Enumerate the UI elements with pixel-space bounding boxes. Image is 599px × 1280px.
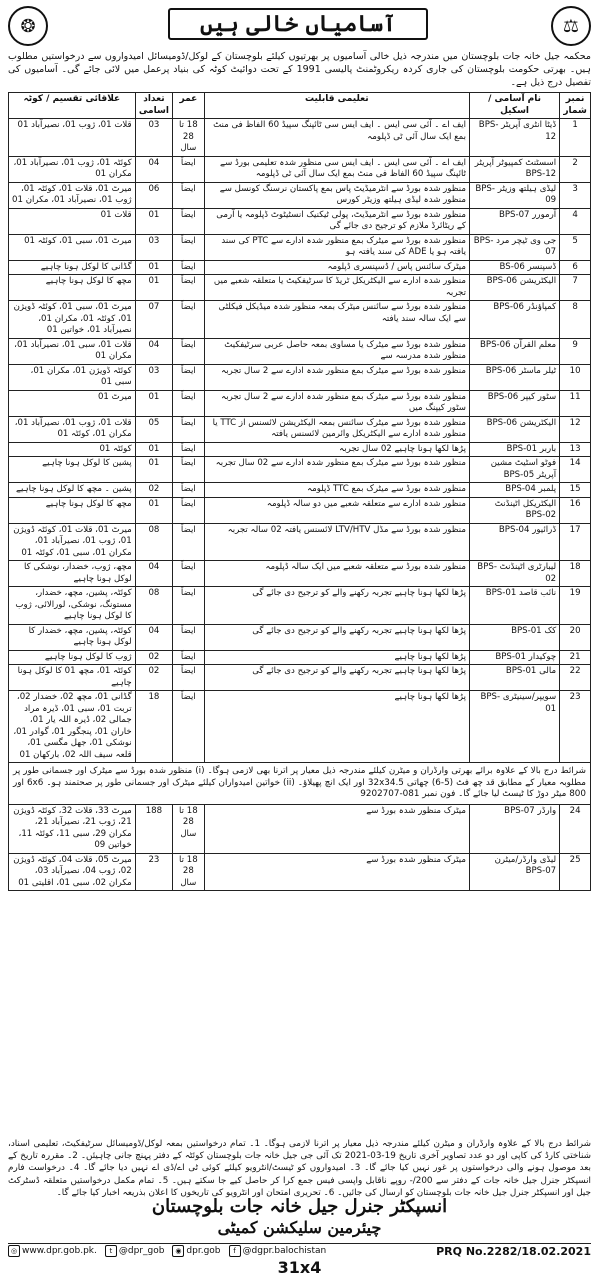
cell-post: معلم القرآن BPS-06 (470, 338, 560, 364)
cell-no: 5 (560, 234, 591, 260)
cell-post: ٹیلر ماسٹر BPS-06 (470, 364, 560, 390)
cell-qualification: میٹرک سائنس پاس / ڈسپنسری ڈپلومہ (204, 260, 469, 275)
cell-no: 18 (560, 561, 591, 587)
cell-count: 02 (135, 665, 172, 691)
cell-age: ایضاً (173, 364, 204, 390)
cell-post: لیبارٹری اٹینڈنٹ BPS-02 (470, 561, 560, 587)
cell-age: ایضاً (173, 523, 204, 561)
table-row (9, 119, 591, 157)
table-row (9, 182, 591, 208)
cell-area: قلات 01، سبی 01، نصیرآباد 01، مکران 01 (9, 338, 136, 364)
cell-count: 01 (135, 260, 172, 275)
table-row (9, 390, 591, 416)
cell-area: قلات 01 (9, 208, 136, 234)
header-post: نام آسامی / اسکیل (470, 93, 560, 119)
balochistan-govt-emblem-icon: ❂ (8, 6, 48, 46)
table-row (9, 457, 591, 483)
cell-no: 13 (560, 442, 591, 457)
cell-qualification: منظور شدہ ادارے سے متعلقہ شعبے میں دو سالہ ڈپلومہ (204, 497, 469, 523)
twitter-link[interactable] (105, 1245, 165, 1257)
cell-area: میرٹ 01، قلات 01، کوئٹہ ڈویژن 01، ژوب 01، نصیرآباد 01، مکران 01، سبی 01، کوئٹہ 01 (9, 523, 136, 561)
cell-qualification: پڑھا لکھا ہونا چاہیے تجربہ رکھنے والے کو ترجیح دی جائے گی (204, 665, 469, 691)
cell-age: ایضاً (173, 275, 204, 301)
cell-count: 01 (135, 457, 172, 483)
cell-no: 4 (560, 208, 591, 234)
cell-count: 01 (135, 390, 172, 416)
cell-post: کمپاؤنڈر BPS-06 (470, 301, 560, 339)
table-row (9, 156, 591, 182)
cell-no: 24 (560, 804, 591, 853)
cell-count: 04 (135, 561, 172, 587)
cell-qualification: پڑھا لکھا ہونا چاہیے تجربہ رکھنے والے کو ترجیح دی جائے گی (204, 587, 469, 625)
signature-line-1: انسپکٹر جنرل جیل خانہ جات بلوچستان (151, 1196, 448, 1217)
cell-qualification: منظور شدہ بورڈ سے انٹرمیڈیٹ پاس بمع پاکستان نرسنگ کونسل سے منظور شدہ لیڈی ہیلتھ وزیٹر کورس (204, 182, 469, 208)
table-row (9, 853, 591, 891)
cell-no: 16 (560, 497, 591, 523)
cell-post: اسسٹنٹ کمپیوٹر آپریٹر BPS-12 (470, 156, 560, 182)
cell-area: مچھ کا لوکل ہونا چاہیے (9, 497, 136, 523)
intro-paragraph: محکمہ جیل خانہ جات بلوچستان میں مندرجہ ذیل خالی آسامیوں پر بھرتیوں کیلئے بلوچستان کے لوکل/ڈومیسائل امیدواروں سے درخواستیں مطلوب ہیں۔ بھرتی حکومت بلوچستان کی جاری کردہ ریکروٹمنٹ پالیسی 1991 کے تحت دوائیٹ کوٹہ کی بنیاد پرعمل میں لائی جائے گی۔ آسامیوں کی تفصیل درج ذیل ہے۔ (8, 51, 591, 88)
cell-qualification: منظور شدہ بورڈ سے مڈل LTV/HTV لائسنس یافتہ 02 سالہ تجربہ (204, 523, 469, 561)
cell-count: 06 (135, 182, 172, 208)
cell-age: ایضاً (173, 497, 204, 523)
header-no: نمبر شمار (560, 93, 591, 119)
cell-post: لیڈی وارڈر/میٹرن BPS-07 (470, 853, 560, 891)
cell-no: 22 (560, 665, 591, 691)
cell-post: باربر BPS-01 (470, 442, 560, 457)
cell-post: الیکٹریکل اٹینڈنٹ BPS-02 (470, 497, 560, 523)
cell-post: کک BPS-01 (470, 624, 560, 650)
cell-no: 25 (560, 853, 591, 891)
cell-area: مچھ کا لوکل ہونا چاہیے (9, 275, 136, 301)
cell-qualification: منظور شدہ بورڈ سے میٹرک سائنس بمعہ الیکٹریشن لائسنس از TTC یا منظور شدہ ادارے سے الیکٹریکل وائرمین لائسنس یافتہ (204, 416, 469, 442)
header-count: تعداد اسامی (135, 93, 172, 119)
cell-age: ایضاً (173, 691, 204, 763)
terms-and-conditions: شرائط درج بالا کے علاوہ وارڈران و میٹرن کیلئے مندرجہ ذیل معیار پر اترنا لازمی ہوگا۔ 1۔ تمام درخواستیں بمعہ لوکل/ڈومیسائل سرٹیفکیٹ، تعلیمی اسناد، شناختی کارڈ کی کاپی اور دو عدد تصاویر آخری تاریخ 19-03-2021 تک آئی جی جیل خانہ جات بلوچستان کوئٹہ کے دفتر پہنچ جانی چاہیئں۔ 2۔ مقررہ تاریخ کے بعد موصول ہونے والی درخواستوں پر غور نہیں کیا جائے گا۔ 3۔ امیدواروں کو ٹیسٹ/انٹرویو کیلئے کوئی ٹی اے/ڈی اے نہیں دیا جائے گا۔ 4۔ درخواست فارم انسپکٹر جنرل جیل خانہ جات کے دفتر سے 200/- روپے ناقابل واپسی فیس جمع کرا کر حاصل کیے جا سکتے ہیں۔ 5۔ تمام مکمل درخواستیں متعلقہ ڈسٹرکٹ جیل اور انسپکٹر جنرل جیل خانہ جات بلوچستان کو ارسال کی جائیں۔ 6۔ تحریری امتحان اور انٹرویو کی تاریخوں کا اعلان بذریعہ اخبار کیا جائے گا۔ (8, 1139, 591, 1198)
table-row (9, 804, 591, 853)
cell-post: مالی BPS-01 (470, 665, 560, 691)
cell-no: 3 (560, 182, 591, 208)
cell-age: ایضاً (173, 301, 204, 339)
cell-area: گڈانی کا لوکل ہونا چاہیے (9, 260, 136, 275)
cell-count: 07 (135, 301, 172, 339)
cell-post: چوکیدار BPS-01 (470, 650, 560, 665)
cell-count: 05 (135, 416, 172, 442)
table-row (9, 691, 591, 763)
cell-age: ایضاً (173, 208, 204, 234)
cell-age: ایضاً (173, 561, 204, 587)
cell-post: پلمبر BPS-04 (470, 483, 560, 498)
cell-post: آرمورر BPS-07 (470, 208, 560, 234)
cell-area: کوئٹہ 01، مچھ 01 کا لوکل ہونا چاہیے (9, 665, 136, 691)
cell-count: 18 (135, 691, 172, 763)
cell-area: ژوب کا لوکل ہونا چاہیے (9, 650, 136, 665)
cell-area: میرٹ 01، قلات 01، کوئٹہ 01، ژوب 01، نصیرآباد 01، مکران 01 (9, 182, 136, 208)
cell-qualification: میٹرک منظور شدہ بورڈ سے (204, 853, 469, 891)
cell-count: 04 (135, 156, 172, 182)
table-row (9, 234, 591, 260)
cell-count: 02 (135, 483, 172, 498)
cell-qualification: پڑھا لکھا ہونا چاہیے (204, 691, 469, 763)
cell-count: 03 (135, 364, 172, 390)
cell-post: فوٹو اسٹیٹ مشین آپریٹر BPS-05 (470, 457, 560, 483)
cell-age: 18 تا 28 سال (173, 119, 204, 157)
table-row (9, 497, 591, 523)
table-row (9, 275, 591, 301)
cell-qualification: منظور شدہ بورڈ سے میٹرک بمع منظور شدہ ادارے سے 2 سال تجربہ (204, 364, 469, 390)
table-row (9, 650, 591, 665)
table-row (9, 442, 591, 457)
cell-count: 01 (135, 442, 172, 457)
web-link-text: www.dpr.gob.pk. (22, 1246, 97, 1256)
note-middle-group (9, 763, 591, 805)
cell-age: ایضاً (173, 665, 204, 691)
table-row (9, 416, 591, 442)
cell-post: لیڈی ہیلتھ وزیٹر BPS-09 (470, 182, 560, 208)
cell-area: میرٹ 01، سبی 01، کوئٹہ ڈویژن 01، کوئٹہ 01، مکران 01، نصیرآباد 01، خواتین 01 (9, 301, 136, 339)
social-bar (8, 1243, 591, 1258)
signature-line-2: چیئرمین سلیکشن کمیٹی (217, 1218, 382, 1237)
cell-count: 01 (135, 208, 172, 234)
cell-age: ایضاً (173, 442, 204, 457)
twitter-link-text: @dpr_gob (118, 1246, 165, 1256)
table-row (9, 561, 591, 587)
cell-no: 1 (560, 119, 591, 157)
facebook-icon: f (229, 1245, 241, 1257)
table-header-row (9, 93, 591, 119)
cell-post: وارڈر BPS-07 (470, 804, 560, 853)
cell-post: ڈرائیور BPS-04 (470, 523, 560, 561)
cell-post: سویپر/سینیٹری BPS-01 (470, 691, 560, 763)
header-age: عمر (173, 93, 204, 119)
cell-post: ڈیٹا انٹری آپریٹر BPS-12 (470, 119, 560, 157)
cell-age: ایضاً (173, 156, 204, 182)
cell-qualification: ایف اے ۔ آئی سی ایس ۔ ایف ایس سی ٹائپنگ سپیڈ 60 الفاظ فی منٹ بمع ایک سال آئی ٹی ڈپلومہ (204, 119, 469, 157)
cell-count: 08 (135, 587, 172, 625)
cell-qualification: منظور شدہ بورڈ سے میٹرک بمع منظور شدہ ادارے سے 2 سال تجربہ سٹور کیپنگ میں (204, 390, 469, 416)
cell-qualification: ایف اے ۔ آئی سی ایس ۔ ایف ایس سی منظور شدہ تعلیمی بورڈ سے ٹائپنگ سپیڈ 60 الفاظ فی منٹ بمع ایک سال آئی ٹی ڈپلومہ (204, 156, 469, 182)
table-row (9, 338, 591, 364)
vacancies-table (8, 92, 591, 891)
cell-qualification: میٹرک منظور شدہ بورڈ سے (204, 804, 469, 853)
cell-post: الیکٹریشن BPS-06 (470, 416, 560, 442)
signature-block (8, 1196, 591, 1238)
cell-age: 18 تا 28 سال (173, 804, 204, 853)
header (8, 6, 591, 46)
cell-no: 14 (560, 457, 591, 483)
cell-area: میرٹ 01، سبی 01، کوئٹہ 01 (9, 234, 136, 260)
instagram-icon: ◉ (172, 1245, 184, 1257)
table-row (9, 301, 591, 339)
cell-area: کوئٹہ ڈویژن 01، مکران 01، سبی 01 (9, 364, 136, 390)
cell-area: مچھ، ژوب، خضدار، نوشکی کا لوکل ہونا چاہیے (9, 561, 136, 587)
cell-post: نائب قاصد BPS-01 (470, 587, 560, 625)
facebook-link-text: @dgpr.balochistan (242, 1246, 327, 1256)
ad-size-label: 31x4 (277, 1258, 322, 1277)
facebook-link[interactable] (229, 1245, 327, 1257)
cell-area: کوئٹہ 01، ژوب 01، نصیرآباد 01، مکران 01 (9, 156, 136, 182)
table-row (9, 208, 591, 234)
cell-count: 03 (135, 234, 172, 260)
cell-no: 2 (560, 156, 591, 182)
cell-area: قلات 01، ژوب 01، نصیرآباد 01 (9, 119, 136, 157)
header-qualification: تعلیمی قابلیت (204, 93, 469, 119)
cell-no: 23 (560, 691, 591, 763)
prisons-dept-emblem-icon: ⚖ (551, 6, 591, 46)
cell-count: 01 (135, 497, 172, 523)
cell-no: 6 (560, 260, 591, 275)
cell-count: 08 (135, 523, 172, 561)
page-title: آسامیاں خالی ہیں (168, 8, 428, 40)
cell-age: ایضاً (173, 457, 204, 483)
cell-area: گڈانی 01، مچھ 02، خضدار 02، تربت 01، سبی 01، ڈیرہ مراد جمالی 02، ڈیرہ اللہ یار 01، خاران 01، پنجگور 01، گوادر 01، نوشکی 01، جھل مگسی 01، قلعہ سیف اللہ 02، بارکھان 01 (9, 691, 136, 763)
cell-area: میرٹ 05، قلات 04، کوئٹہ ڈویژن 02، ژوب 04، نصیرآباد 03، مکران 02، سبی 01، اقلیتی 01 (9, 853, 136, 891)
cell-age: ایضاً (173, 650, 204, 665)
globe-icon: ◎ (8, 1245, 20, 1257)
cell-area: کوئٹہ، پشین، مچھ، خضدار کا لوکل ہونا چاہیے (9, 624, 136, 650)
cell-area: قلات 01، ژوب 01، نصیرآباد 01، مکران 01، کوئٹہ 01 (9, 416, 136, 442)
web-link[interactable] (8, 1245, 97, 1257)
instagram-link[interactable] (172, 1245, 220, 1257)
rows-group-a (9, 119, 591, 763)
note-row (9, 763, 591, 805)
cell-no: 12 (560, 416, 591, 442)
cell-qualification: منظور شدہ بورڈ سے انٹرمیڈیٹ، پولی ٹیکنیک انسٹیٹوٹ ڈپلومہ یا آرمی کے ریٹائرڈ ملازم کو ترجیح دی جائے گی (204, 208, 469, 234)
cell-age: 18 تا 28 سال (173, 853, 204, 891)
table-row (9, 523, 591, 561)
cell-age: ایضاً (173, 234, 204, 260)
twitter-icon: t (105, 1245, 117, 1257)
cell-qualification: پڑھا لکھا ہونا چاہیے 02 سال تجربہ (204, 442, 469, 457)
header-area: علاقائی تقسیم / کوٹہ (9, 93, 136, 119)
cell-no: 20 (560, 624, 591, 650)
cell-area: میرٹ 01 (9, 390, 136, 416)
table-row (9, 587, 591, 625)
cell-count: 23 (135, 853, 172, 891)
cell-area: کوئٹہ 01 (9, 442, 136, 457)
rows-group-b (9, 804, 591, 891)
cell-count: 02 (135, 650, 172, 665)
cell-age: ایضاً (173, 416, 204, 442)
table-row (9, 624, 591, 650)
cell-no: 7 (560, 275, 591, 301)
table-row (9, 665, 591, 691)
cell-qualification: منظور شدہ بورڈ سے سائنس میٹرک بمعہ منظور شدہ میڈیکل فیکلٹی سے ایک سالہ سند یافتہ (204, 301, 469, 339)
cell-age: ایضاً (173, 624, 204, 650)
cell-qualification: منظور شدہ بورڈ سے متعلقہ شعبے میں ایک سالہ ڈپلومہ (204, 561, 469, 587)
table-row (9, 483, 591, 498)
cell-count: 03 (135, 119, 172, 157)
cell-no: 8 (560, 301, 591, 339)
cell-count: 01 (135, 275, 172, 301)
cell-qualification: منظور شدہ بورڈ سے میٹرک بمع TTC ڈپلومہ (204, 483, 469, 498)
cell-age: ایضاً (173, 338, 204, 364)
cell-no: 10 (560, 364, 591, 390)
cell-no: 9 (560, 338, 591, 364)
cell-qualification: پڑھا لکھا ہونا چاہیے تجربہ رکھنے والے کو ترجیح دی جائے گی (204, 624, 469, 650)
cell-post: ڈسپنسر BS-06 (470, 260, 560, 275)
cell-age: ایضاً (173, 483, 204, 498)
cell-post: الیکٹریشن BPS-06 (470, 275, 560, 301)
prq-number: PRQ No.2282/18.02.2021 (436, 1244, 591, 1258)
cell-area: میرٹ 33، قلات 32، کوئٹہ ڈویژن 21، ژوب 21، نصیرآباد 21، مکران 29، سبی 11، کوئٹہ 11، خواتین 09 (9, 804, 136, 853)
table-row (9, 364, 591, 390)
cell-no: 19 (560, 587, 591, 625)
cell-area: کوئٹہ، پشین، مچھ، خضدار، مستونگ، نوشکی، لورالائی، ژوب کا لوکل ہونا چاہیے (9, 587, 136, 625)
cell-qualification: پڑھا لکھا ہونا چاہیے (204, 650, 469, 665)
cell-no: 15 (560, 483, 591, 498)
instagram-link-text: dpr.gob (186, 1246, 221, 1256)
cell-qualification: منظور شدہ بورڈ سے میٹرک یا مساوی بمعہ حاصل عربی سرٹیفکیٹ منظور شدہ مدرسہ سے (204, 338, 469, 364)
table-row (9, 260, 591, 275)
cell-qualification: منظور شدہ بورڈ سے میٹرک بمع منظور شدہ ادارے سے PTC کی سند یافتہ ہو یا ADE کی سند یافتہ ہو (204, 234, 469, 260)
cell-post: جی وی ٹیچر مرد BPS-07 (470, 234, 560, 260)
cell-age: ایضاً (173, 587, 204, 625)
cell-count: 04 (135, 338, 172, 364)
cell-no: 11 (560, 390, 591, 416)
cell-no: 17 (560, 523, 591, 561)
cell-count: 188 (135, 804, 172, 853)
cell-no: 21 (560, 650, 591, 665)
cell-count: 04 (135, 624, 172, 650)
cell-qualification: منظور شدہ بورڈ سے میٹرک بمع منظور شدہ ادارے سے 02 سال تجربہ (204, 457, 469, 483)
cell-post: سٹور کیپر BPS-06 (470, 390, 560, 416)
cell-qualification: منظور شدہ ادارے سے الیکٹریکل ٹریڈ کا سرٹیفکیٹ یا متعلقہ شعبے میں تجربہ (204, 275, 469, 301)
wardens-criteria-note: شرائط درج بالا کے علاوہ برائے بھرتی وارڈران و میٹرن کیلئے مندرجہ ذیل معیار پر اترنا بھی لازمی ہوگا۔ (i) منظور شدہ بورڈ سے میٹرک اور جسمانی طور پر مطلوبہ معیار کے مطابق قد چھ فٹ (5-6) چھاتی 32x34.5 اور ایک انچ پھیلاؤ۔ (ii) خواتین امیدواران کیلئے میٹرک اور جسمانی طور پر صحتمند ہو۔ 6x6 اور 800 میٹر دوڑ کا ٹیسٹ لیا جائے گا۔ فون نمبر 081-9202707 (9, 763, 591, 805)
cell-age: ایضاً (173, 260, 204, 275)
cell-area: پشین ۔ مچھ کا لوکل ہونا چاہیے (9, 483, 136, 498)
cell-area: پشین کا لوکل ہونا چاہیے (9, 457, 136, 483)
cell-age: ایضاً (173, 182, 204, 208)
cell-age: ایضاً (173, 390, 204, 416)
